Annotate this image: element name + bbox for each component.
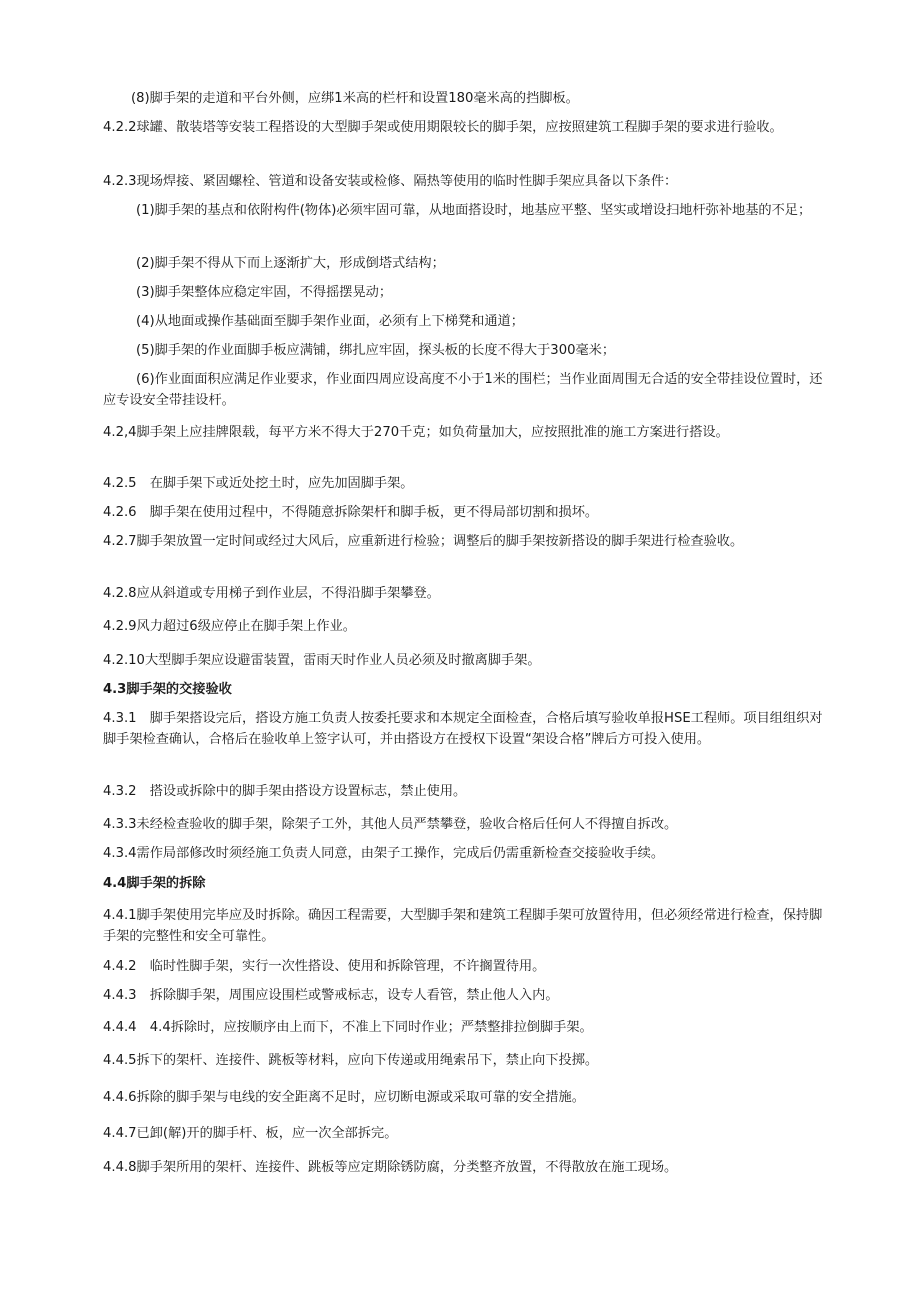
paragraph-4-4-1: 4.4.1脚手架使用完毕应及时拆除。确因工程需要，大型脚手架和建筑工程脚手架可放置待用，但必须经常进行检查，保持脚手架的完整性和安全可靠性。 — [103, 908, 823, 944]
paragraph-4-2-7: 4.2.7脚手架放置一定时间或经过大风后，应重新进行检验；调整后的脚手架按新搭设的脚手架进行检查验收。 — [103, 534, 744, 549]
paragraph-condition-6: (6)作业面面积应满足作业要求，作业面四周应设高度不小于1米的围栏；当作业面周围无合适的安全带挂设位置时，还应专设安全带挂设杆。 — [103, 372, 823, 408]
section-heading-4-4: 4.4脚手架的拆除 — [103, 876, 206, 891]
paragraph-4-2-4: 4.2,4脚手架上应挂牌限载，每平方米不得大于270千克；如负荷量加大，应按照批准的施工方案进行搭设。 — [103, 425, 729, 440]
paragraph-4-4-2: 4.4.2 临时性脚手架，实行一次性搭设、使用和拆除管理，不许搁置待用。 — [103, 959, 546, 974]
paragraph-4-4-5: 4.4.5拆下的架杆、连接件、跳板等材料，应向下传递或用绳索吊下，禁止向下投掷。 — [103, 1053, 599, 1068]
paragraph-condition-4: (4)从地面或操作基础面至脚手架作业面，必须有上下梯凳和通道； — [136, 314, 524, 329]
paragraph-4-4-4: 4.4.4 4.4拆除时，应按顺序由上而下，不准上下同时作业；严禁整排拉倒脚手架。 — [103, 1020, 593, 1035]
paragraph-4-4-6: 4.4.6拆除的脚手架与电线的安全距离不足时，应切断电源或采取可靠的安全措施。 — [103, 1090, 585, 1105]
paragraph-4-2-10: 4.2.10大型脚手架应设避雷装置，雷雨天时作业人员必须及时撤离脚手架。 — [103, 653, 541, 668]
paragraph-condition-3: (3)脚手架整体应稳定牢固，不得摇摆晃动； — [136, 285, 393, 300]
paragraph-4-2-3: 4.2.3现场焊接、紧固螺栓、管道和设备安装或检修、隔热等使用的临时性脚手架应具备以下条件： — [103, 174, 678, 189]
paragraph-4-3-4: 4.3.4需作局部修改时须经施工负责人同意，由架子工操作，完成后仍需重新检查交接验收手续。 — [103, 846, 665, 861]
paragraph-4-3-3: 4.3.3未经检查验收的脚手架，除架子工外，其他人员严禁攀登，验收合格后任何人不得擅自拆改。 — [103, 817, 678, 832]
paragraph-4-4-8: 4.4.8脚手架所用的架杆、连接件、跳板等应定期除锈防腐，分类整齐放置，不得散放在施工现场。 — [103, 1160, 678, 1175]
paragraph-condition-1: (1)脚手架的基点和依附构件(物体)必须牢固可靠，从地面搭设时，地基应平整、坚实或增设扫地杆弥补地基的不足； — [136, 203, 812, 218]
paragraph-4-2-8: 4.2.8应从斜道或专用梯子到作业层，不得沿脚手架攀登。 — [103, 586, 440, 601]
paragraph-condition-2: (2)脚手架不得从下而上逐渐扩大，形成倒塔式结构； — [136, 256, 445, 271]
section-heading-4-3: 4.3脚手架的交接验收 — [103, 682, 232, 697]
paragraph-4-2-2: 4.2.2球罐、散装塔等安装工程搭设的大型脚手架或使用期限较长的脚手架，应按照建筑工程脚手架的要求进行验收。 — [103, 120, 783, 135]
paragraph-4-3-1: 4.3.1 脚手架搭设完后，搭设方施工负责人按委托要求和本规定全面检查，合格后填写验收单报HSE工程师。项目组组织对脚手架检查确认，合格后在验收单上签字认可，并由搭设方在授权下设置“架设合格”牌后方可投入使用。 — [103, 711, 823, 747]
paragraph-4-3-2: 4.3.2 搭设或拆除中的脚手架由搭设方设置标志，禁止使用。 — [103, 784, 467, 799]
paragraph-4-4-7: 4.4.7已卸(解)开的脚手杆、板，应一次全部拆完。 — [103, 1126, 398, 1141]
paragraph-condition-5: (5)脚手架的作业面脚手板应满铺，绑扎应牢固，探头板的长度不得大于300毫米； — [136, 343, 616, 358]
paragraph-4-2-5: 4.2.5 在脚手架下或近处挖土时，应先加固脚手架。 — [103, 476, 414, 491]
paragraph-item-8: (8)脚手架的走道和平台外侧，应绑1米高的栏杆和设置180毫米高的挡脚板。 — [131, 91, 579, 106]
paragraph-4-2-6: 4.2.6 脚手架在使用过程中，不得随意拆除架杆和脚手板，更不得局部切割和损坏。 — [103, 505, 599, 520]
paragraph-4-2-9: 4.2.9风力超过6级应停止在脚手架上作业。 — [103, 619, 356, 634]
paragraph-4-4-3: 4.4.3 拆除脚手架，周围应设围栏或警戒标志，设专人看管，禁止他人入内。 — [103, 988, 559, 1003]
